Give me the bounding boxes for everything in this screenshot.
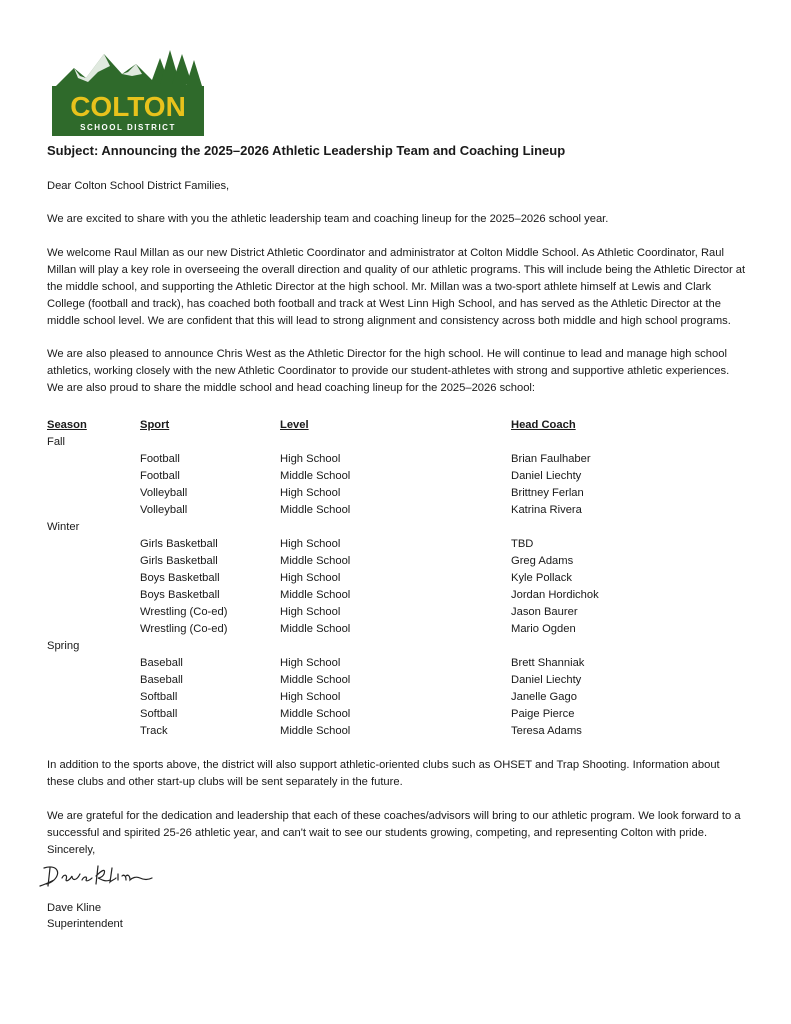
sport-cell: Football bbox=[140, 452, 180, 465]
table-row bbox=[47, 552, 711, 569]
season-label: Winter bbox=[47, 520, 80, 533]
table-row bbox=[47, 484, 711, 501]
season-row bbox=[47, 518, 711, 535]
intro-paragraph: We are excited to share with you the athletic leadership team and coaching lineup for the 2025–2026 school year. bbox=[47, 213, 609, 225]
table-row bbox=[47, 671, 711, 688]
sport-cell: Wrestling (Co-ed) bbox=[140, 605, 228, 618]
signer-name: Dave Kline bbox=[47, 902, 102, 914]
table-row bbox=[47, 603, 711, 620]
coach-cell: Brittney Ferlan bbox=[511, 486, 584, 499]
coordinator-paragraph: We welcome Raul Millan as our new District Athletic Coordinator and administrator at Colton Middle School. As Athletic Coordinator, Raul Millan will play a key role in overseeing the overall direction and quality of our athletic programs. This will include being the Athletic Director at the middle school, and supporting the Athletic Director at the high school. Mr. Millan was a two-sport athlete himself at Lewis and Clark College (football and track), has coached both football and track at West Linn High School, and has served as the Athletic Director at the middle school level. We are confident that this will lead to strong alignment and consistency across both middle and high school programs. bbox=[47, 247, 746, 327]
coach-cell: Jordan Hordichok bbox=[511, 588, 599, 601]
sport-cell: Volleyball bbox=[140, 503, 188, 516]
coach-cell: Janelle Gago bbox=[511, 690, 577, 703]
signer-title: Superintendent bbox=[47, 918, 123, 930]
sport-cell: Track bbox=[140, 724, 168, 737]
sport-cell: Softball bbox=[140, 707, 178, 720]
sport-cell: Girls Basketball bbox=[140, 537, 218, 550]
sport-cell: Volleyball bbox=[140, 486, 188, 499]
level-cell: Middle School bbox=[280, 554, 351, 567]
level-cell: Middle School bbox=[280, 588, 351, 601]
season-label: Spring bbox=[47, 639, 80, 652]
logo-name: COLTON bbox=[70, 91, 186, 122]
header-sport: Sport bbox=[140, 418, 170, 431]
level-cell: Middle School bbox=[280, 707, 351, 720]
level-cell: High School bbox=[280, 537, 341, 550]
sport-cell: Boys Basketball bbox=[140, 588, 220, 601]
level-cell: Middle School bbox=[280, 503, 351, 516]
level-cell: Middle School bbox=[280, 673, 351, 686]
level-cell: Middle School bbox=[280, 469, 351, 482]
table-row bbox=[47, 620, 711, 637]
level-cell: High School bbox=[280, 486, 341, 499]
level-cell: High School bbox=[280, 690, 341, 703]
header-level: Level bbox=[280, 418, 309, 431]
table-row bbox=[47, 450, 711, 467]
table-row bbox=[47, 467, 711, 484]
coach-cell: Brett Shanniak bbox=[511, 656, 585, 669]
signature bbox=[36, 860, 156, 892]
coach-cell: TBD bbox=[511, 537, 534, 550]
coach-cell: Teresa Adams bbox=[511, 724, 582, 737]
director-paragraph: We are also pleased to announce Chris West as the Athletic Director for the high school. He will continue to lead and manage high school athletics, working closely with the new Athletic Coordinator to provide our student-athletes with strong and supportive athletic experiences. We are also proud to share the middle school and head coaching lineup for the 2025–2026 school: bbox=[47, 348, 730, 394]
table-row bbox=[47, 705, 711, 722]
coach-cell: Jason Baurer bbox=[511, 605, 578, 618]
table-row bbox=[47, 586, 711, 603]
sport-cell: Girls Basketball bbox=[140, 554, 218, 567]
coach-cell: Daniel Liechty bbox=[511, 673, 582, 686]
table-row bbox=[47, 722, 711, 739]
season-row bbox=[47, 637, 711, 654]
level-cell: Middle School bbox=[280, 622, 351, 635]
table-header-row bbox=[47, 416, 711, 433]
colton-logo bbox=[52, 50, 204, 136]
sport-cell: Boys Basketball bbox=[140, 571, 220, 584]
sport-cell: Baseball bbox=[140, 673, 183, 686]
sport-cell: Football bbox=[140, 469, 180, 482]
coach-cell: Mario Ogden bbox=[511, 622, 576, 635]
closing-paragraph: We are grateful for the dedication and leadership that each of these coaches/advisors will bring to our athletic program. We look forward to a successful and spirited 25-26 athletic year, and can't wait to see our students growing, competing, and representing Colton with pride. bbox=[47, 810, 741, 839]
coach-cell: Greg Adams bbox=[511, 554, 574, 567]
sport-cell: Baseball bbox=[140, 656, 183, 669]
coach-cell: Brian Faulhaber bbox=[511, 452, 591, 465]
table-row bbox=[47, 654, 711, 671]
coaching-lineup-table bbox=[47, 416, 711, 739]
level-cell: High School bbox=[280, 571, 341, 584]
sport-cell: Softball bbox=[140, 690, 178, 703]
clubs-paragraph: In addition to the sports above, the district will also support athletic-oriented clubs such as OHSET and Trap Shooting. Information about these clubs and other start-up clubs will be sent separately in the future. bbox=[47, 759, 720, 788]
sport-cell: Wrestling (Co-ed) bbox=[140, 622, 228, 635]
table-row bbox=[47, 501, 711, 518]
level-cell: High School bbox=[280, 605, 341, 618]
coach-cell: Katrina Rivera bbox=[511, 503, 582, 516]
closing-word: Sincerely, bbox=[47, 844, 96, 856]
greeting: Dear Colton School District Families, bbox=[47, 180, 230, 192]
subject-line: Subject: Announcing the 2025–2026 Athletic Leadership Team and Coaching Lineup bbox=[47, 143, 566, 158]
table-row bbox=[47, 535, 711, 552]
coach-cell: Kyle Pollack bbox=[511, 571, 572, 584]
level-cell: Middle School bbox=[280, 724, 351, 737]
season-row bbox=[47, 433, 711, 450]
header-season: Season bbox=[47, 418, 87, 431]
season-label: Fall bbox=[47, 435, 66, 448]
table-row bbox=[47, 688, 711, 705]
coach-cell: Daniel Liechty bbox=[511, 469, 582, 482]
header-coach: Head Coach bbox=[511, 418, 576, 431]
table-row bbox=[47, 569, 711, 586]
level-cell: High School bbox=[280, 452, 341, 465]
level-cell: High School bbox=[280, 656, 341, 669]
coach-cell: Paige Pierce bbox=[511, 707, 575, 720]
logo-subtitle: SCHOOL DISTRICT bbox=[80, 123, 176, 132]
